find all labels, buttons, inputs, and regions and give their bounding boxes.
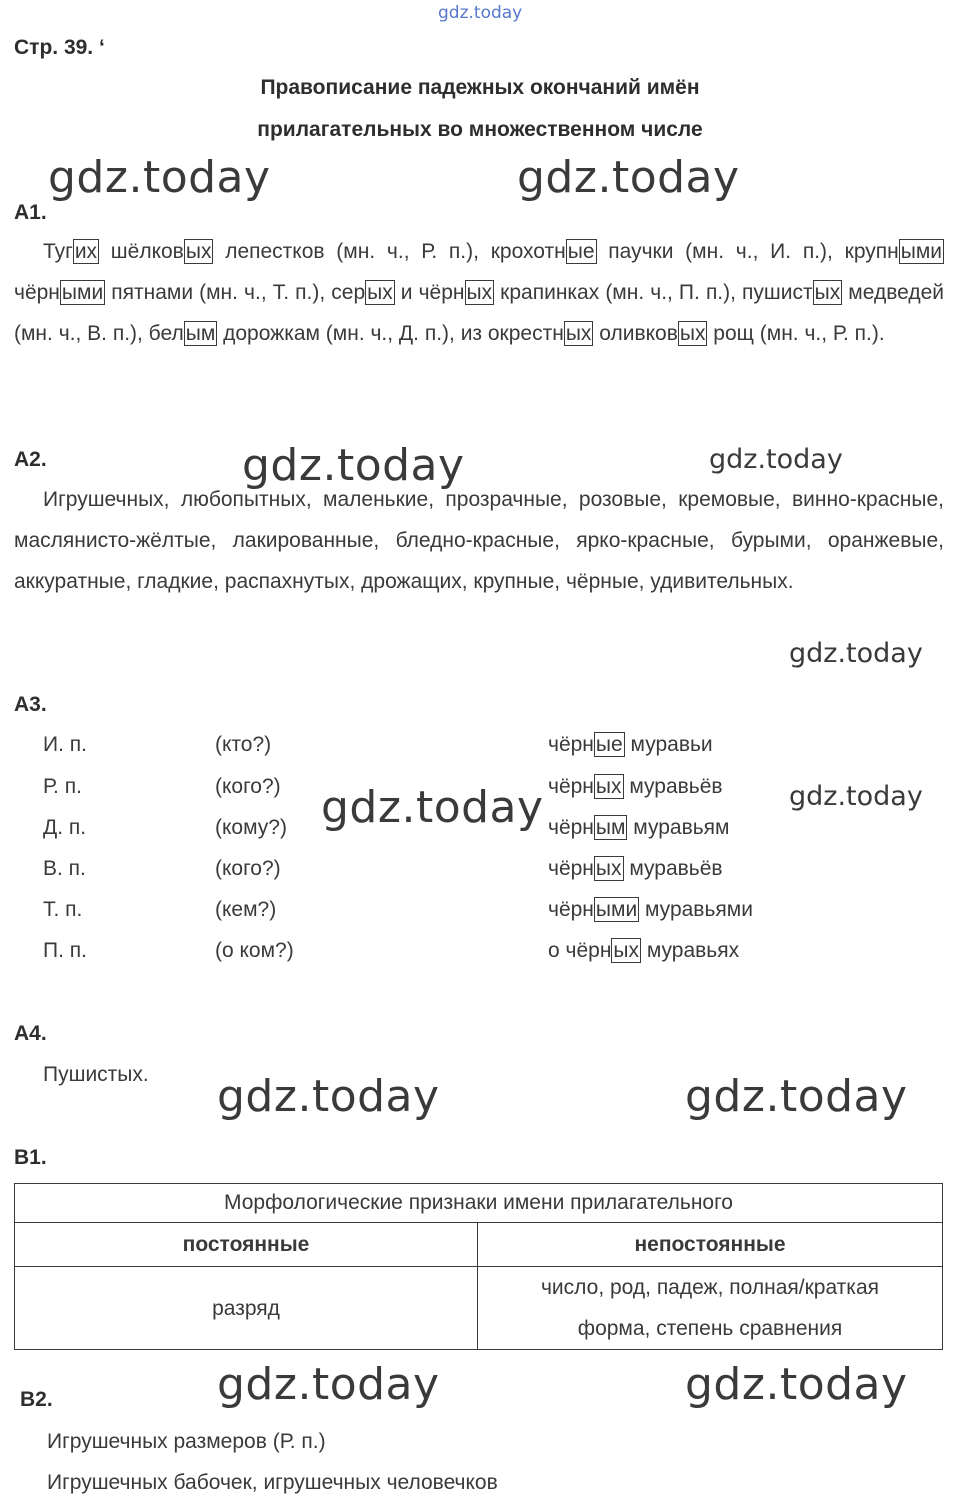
case-name: П. п.: [43, 939, 87, 962]
morphology-table-title: Морфологические признаки имени прилагательного: [15, 1184, 943, 1223]
boxed-ending: ые: [567, 240, 595, 263]
a1-answer-paragraph: [14, 231, 944, 354]
case-name: В. п.: [43, 857, 86, 880]
declined-form: [548, 733, 713, 757]
text-segment: дорожкам (мн. ч., Д. п.), из окрестн: [217, 322, 564, 345]
cell-variable-features: [478, 1267, 943, 1350]
page-title-line1: Правописание падежных окончаний имён: [260, 76, 700, 99]
text-segment: паучки (мн. ч., И. п.), крупн: [596, 240, 899, 263]
case-question: (кого?): [215, 857, 281, 880]
morphology-table: [14, 1183, 943, 1350]
case-name: Р. п.: [43, 775, 82, 798]
page-label: Стр. 39. ʻ: [14, 36, 105, 59]
noun: муравьями: [639, 898, 753, 921]
noun: муравьям: [627, 816, 730, 839]
boxed-ending: ых: [595, 857, 622, 880]
watermark: gdz.today: [709, 444, 843, 475]
text-segment: рощ (мн. ч., Р. п.).: [707, 322, 885, 345]
column-header-variable: непостоянные: [478, 1223, 943, 1267]
case-question: (кому?): [215, 816, 287, 839]
text-segment: лепестков (мн. ч., Р. п.), крохотн: [213, 240, 566, 263]
word-stem: чёрн: [548, 857, 594, 880]
word-stem: о чёрн: [548, 939, 612, 962]
cell-constant-features: разряд: [15, 1267, 478, 1350]
watermark: gdz.today: [48, 152, 271, 203]
variable-features-line2: форма, степень сравнения: [577, 1317, 843, 1340]
case-name: И. п.: [43, 733, 87, 756]
boxed-ending: ых: [466, 281, 493, 304]
watermark-top: gdz.today: [438, 3, 523, 23]
noun: муравьёв: [623, 857, 723, 880]
declined-form: [548, 939, 739, 963]
boxed-ending: ых: [679, 322, 706, 345]
case-question: (кого?): [215, 775, 281, 798]
column-header-constant: постоянные: [15, 1223, 478, 1267]
declined-form: [548, 775, 723, 799]
case-name: Д. п.: [43, 816, 87, 839]
declined-form: [548, 816, 729, 840]
declined-form: [548, 857, 723, 881]
case-question: (кем?): [215, 898, 277, 921]
text-segment: пятнами (мн. ч., Т. п.), сер: [105, 281, 366, 304]
case-name: Т. п.: [43, 898, 83, 921]
boxed-ending: ых: [565, 322, 592, 345]
a4-answer: Пушистых.: [43, 1063, 149, 1086]
watermark: gdz.today: [321, 782, 544, 833]
watermark: gdz.today: [789, 781, 923, 812]
section-label-b1: В1.: [14, 1146, 47, 1169]
watermark: gdz.today: [242, 440, 465, 491]
text-segment: Туг: [43, 240, 73, 263]
word-stem: чёрн: [548, 775, 594, 798]
b2-answer-line2: Игрушечных бабочек, игрушечных человечков: [47, 1471, 498, 1494]
boxed-ending: ыми: [900, 240, 942, 263]
boxed-ending: ым: [595, 816, 626, 839]
noun: муравьях: [641, 939, 740, 962]
text-segment: оливков: [593, 322, 678, 345]
word-stem: чёрн: [548, 898, 594, 921]
boxed-ending: ых: [595, 775, 622, 798]
boxed-ending: их: [74, 240, 98, 263]
text-segment: крапинках (мн. ч., П. п.), пушист: [494, 281, 813, 304]
boxed-ending: ых: [814, 281, 841, 304]
boxed-ending: ые: [595, 733, 623, 756]
watermark: gdz.today: [517, 152, 740, 203]
case-question: (кто?): [215, 733, 272, 756]
boxed-ending: ыми: [61, 281, 104, 304]
section-label-a3: А3.: [14, 693, 47, 716]
text-segment: чёрн: [14, 281, 60, 304]
text-segment: и чёрн: [394, 281, 465, 304]
boxed-ending: ых: [185, 240, 212, 263]
section-label-a4: А4.: [14, 1022, 47, 1045]
boxed-ending: ыми: [595, 898, 638, 921]
section-label-b2: В2.: [20, 1388, 53, 1411]
boxed-ending: ых: [613, 939, 640, 962]
text-segment: медведей (мн. ч., В. п.), бел: [14, 281, 945, 345]
watermark: gdz.today: [217, 1071, 440, 1122]
watermark: gdz.today: [685, 1071, 908, 1122]
watermark: gdz.today: [685, 1359, 908, 1410]
section-label-a2: А2.: [14, 448, 47, 471]
boxed-ending: ых: [367, 281, 393, 304]
variable-features-line1: число, род, падеж, полная/краткая: [540, 1276, 880, 1299]
text-segment: шёлков: [99, 240, 184, 263]
section-label-a1: А1.: [14, 201, 47, 224]
boxed-ending: ым: [185, 322, 216, 345]
noun: муравьёв: [623, 775, 723, 798]
word-stem: чёрн: [548, 816, 594, 839]
word-stem: чёрн: [548, 733, 594, 756]
declined-form: [548, 898, 753, 922]
b2-answer-line1: Игрушечных размеров (Р. п.): [47, 1430, 326, 1453]
watermark: gdz.today: [217, 1359, 440, 1410]
watermark: gdz.today: [789, 638, 923, 669]
noun: муравьи: [624, 733, 713, 756]
page-title-line2: прилагательных во множественном числе: [257, 118, 703, 141]
a2-answer-paragraph: Игрушечных, любопытных, маленькие, прозрачные, розовые, кремовые, винно-красные, маслянисто-жёлтые, лакированные, бледно-красные, ярко-красные, бурыми, оранжевые, аккуратные, гладкие, распахнутых, дрожащих, крупные, чёрные, удивительных.: [14, 488, 944, 593]
case-question: (о ком?): [215, 939, 294, 962]
